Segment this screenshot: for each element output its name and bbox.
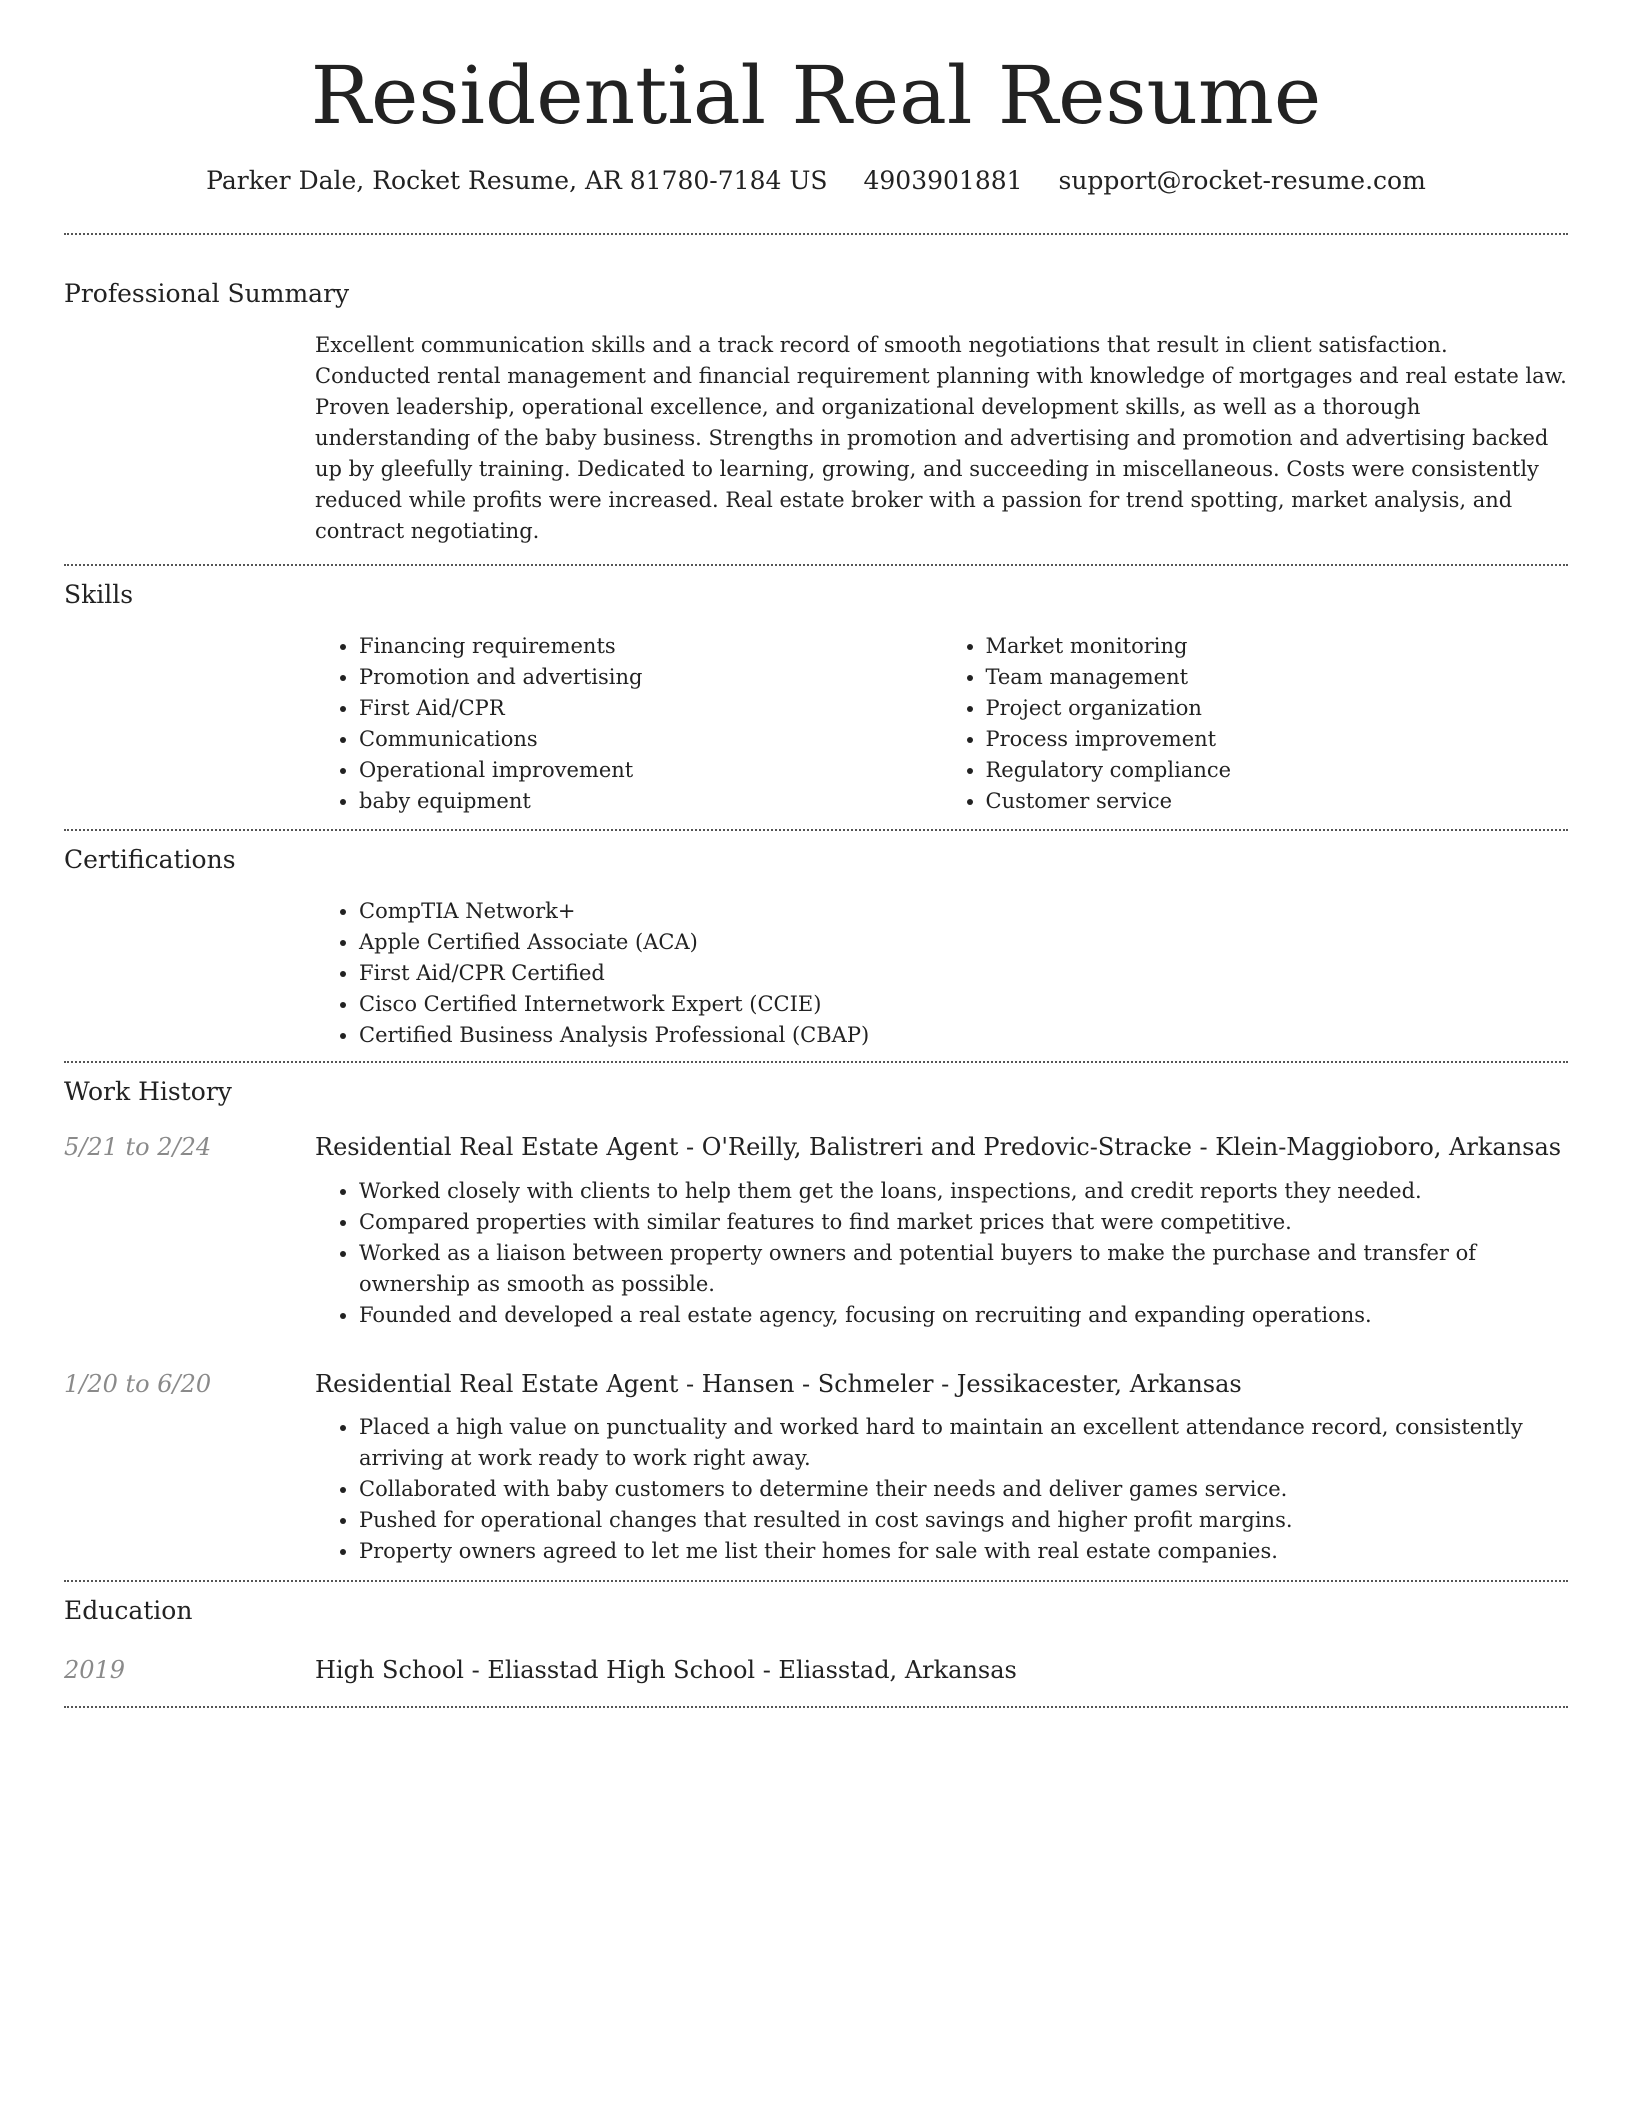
list-item: • Market monitoring bbox=[986, 631, 1569, 662]
divider bbox=[64, 1706, 1568, 1708]
contact-phone: 4903901881 bbox=[863, 166, 1023, 195]
list-item: • Compared properties with similar features to find market prices that were competitive. bbox=[359, 1207, 1568, 1238]
education-title: High School - Eliasstad High School - Eliasstad, Arkansas bbox=[315, 1655, 1017, 1684]
list-item: • Communications bbox=[359, 724, 942, 755]
summary-text: Excellent communication skills and a track record of smooth negotiations that result in client satisfaction. Conducted rental management and financial requirement planning with knowledge of mortgages and real estate law. Proven leadership, operational excellence, and organizational development skills, as well as a thorough understanding of the baby business. Strengths in promotion and advertising and promotion and advertising backed up by gleefully training. Dedicated to learning, growing, and succeeding in miscellaneous. Costs were consistently reduced while profits were increased. Real estate broker with a passion for trend spotting, market analysis, and contract negotiating. bbox=[315, 333, 1567, 544]
section-title-summary: Professional Summary bbox=[64, 279, 350, 308]
job-duties bbox=[315, 1412, 1568, 1579]
job-date: 5/21 to 2/24 bbox=[64, 1133, 212, 1162]
skills-list-left bbox=[315, 631, 942, 817]
list-item: • Collaborated with baby customers to determine their needs and deliver games service. bbox=[359, 1474, 1568, 1505]
list-item: • Operational improvement bbox=[359, 755, 942, 786]
list-item: • Financing requirements bbox=[359, 631, 942, 662]
divider bbox=[64, 564, 1568, 566]
list-item: • Process improvement bbox=[986, 724, 1569, 755]
contact-address: Parker Dale, Rocket Resume, AR 81780-7184 US bbox=[206, 166, 828, 195]
education-entry bbox=[64, 1655, 1568, 1706]
job-duties-list bbox=[315, 1412, 1568, 1567]
list-item: • Project organization bbox=[986, 693, 1569, 724]
skills-list-right bbox=[942, 631, 1569, 817]
list-item: • First Aid/CPR bbox=[359, 693, 942, 724]
education-date: 2019 bbox=[64, 1655, 126, 1684]
job-title: Residential Real Estate Agent - Hansen - Schmeler - Jessikacester, Arkansas bbox=[315, 1369, 1242, 1398]
list-item: • baby equipment bbox=[359, 786, 942, 817]
list-item: • Promotion and advertising bbox=[359, 662, 942, 693]
certifications-section bbox=[64, 845, 1568, 1061]
job-duties bbox=[315, 1176, 1568, 1331]
list-item: • Customer service bbox=[986, 786, 1569, 817]
contact-line bbox=[64, 166, 1568, 195]
work-history-section bbox=[64, 1077, 1568, 1579]
education-section bbox=[64, 1596, 1568, 1706]
divider bbox=[64, 1061, 1568, 1063]
job-date: 1/20 to 6/20 bbox=[64, 1369, 212, 1398]
skills-section bbox=[64, 580, 1568, 829]
list-item: • Apple Certified Associate (ACA) bbox=[359, 927, 1568, 958]
section-title-education: Education bbox=[64, 1595, 193, 1625]
skills-grid bbox=[315, 631, 1568, 829]
certifications-list bbox=[315, 896, 1568, 1051]
list-item: • CompTIA Network+ bbox=[359, 896, 1568, 927]
divider bbox=[64, 1580, 1568, 1582]
resume-title: Residential Real Resume bbox=[310, 49, 1322, 142]
list-item: • Property owners agreed to let me list their homes for sale with real estate companies. bbox=[359, 1536, 1568, 1567]
summary-section bbox=[64, 279, 1568, 564]
list-item: • Worked as a liaison between property owners and potential buyers to make the purchase and transfer of ownership as smooth as possible. bbox=[359, 1238, 1568, 1300]
list-item: • Founded and developed a real estate agency, focusing on recruiting and expanding operations. bbox=[359, 1300, 1568, 1331]
job-entry-header bbox=[64, 1369, 1568, 1400]
list-item: • Team management bbox=[986, 662, 1569, 693]
section-title-work-history: Work History bbox=[64, 1077, 232, 1107]
list-item: • First Aid/CPR Certified bbox=[359, 958, 1568, 989]
list-item: • Regulatory compliance bbox=[986, 755, 1569, 786]
divider bbox=[64, 233, 1568, 235]
list-item: • Pushed for operational changes that resulted in cost savings and higher profit margins. bbox=[359, 1505, 1568, 1536]
list-item: • Certified Business Analysis Professional (CBAP) bbox=[359, 1020, 1568, 1051]
section-title-skills: Skills bbox=[64, 579, 134, 609]
list-item: • Placed a high value on punctuality and worked hard to maintain an excellent attendance record, consistently arriving at work ready to work right away. bbox=[359, 1412, 1568, 1474]
job-duties-list bbox=[315, 1176, 1568, 1331]
certifications-body bbox=[315, 896, 1568, 1061]
job-title: Residential Real Estate Agent - O'Reilly, Balistreri and Predovic-Stracke - Klein-Maggioboro, Arkansas bbox=[315, 1133, 1562, 1162]
contact-email: support@rocket-resume.com bbox=[1058, 166, 1426, 195]
section-title-certifications: Certifications bbox=[64, 845, 236, 875]
job-entry-header bbox=[64, 1132, 1568, 1163]
divider bbox=[64, 829, 1568, 831]
list-item: • Worked closely with clients to help them get the loans, inspections, and credit reports they needed. bbox=[359, 1176, 1568, 1207]
list-item: • Cisco Certified Internetwork Expert (CCIE) bbox=[359, 989, 1568, 1020]
